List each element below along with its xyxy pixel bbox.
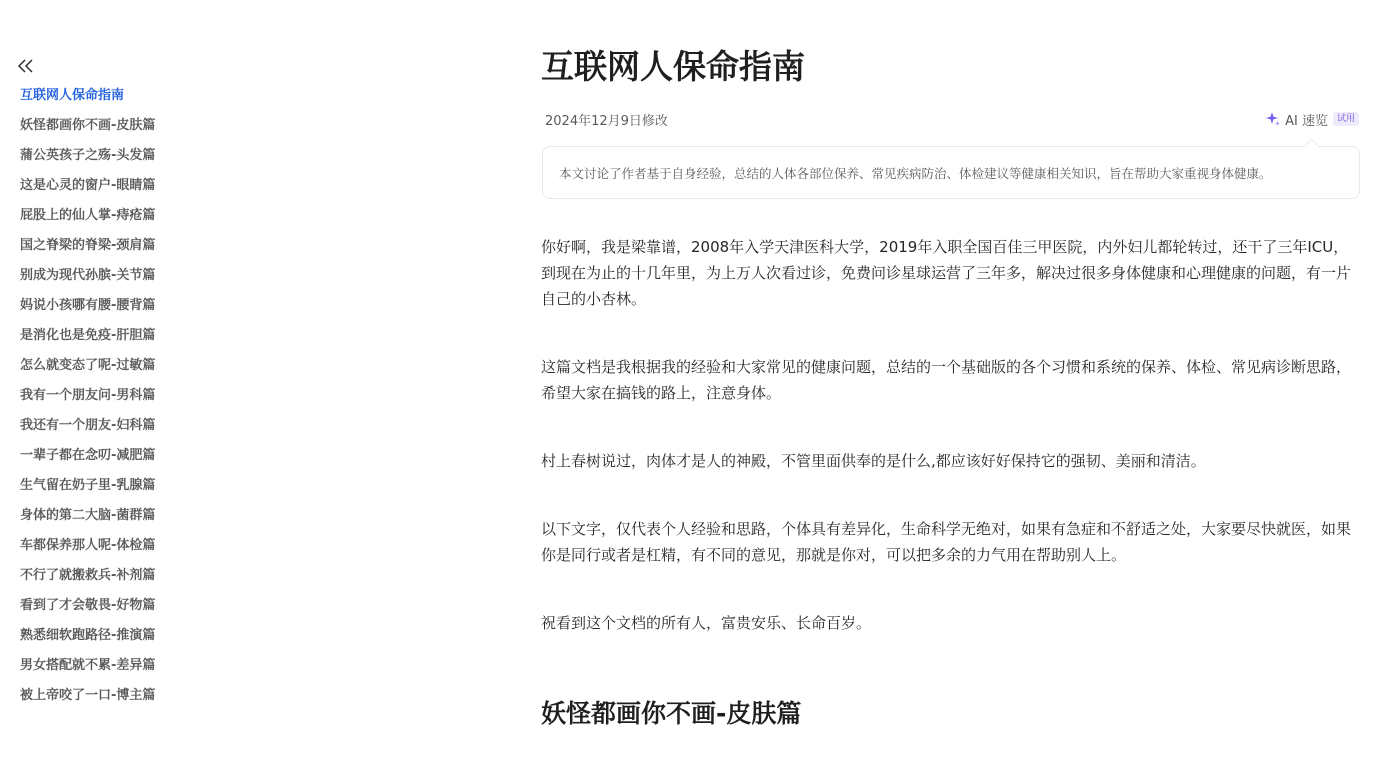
paragraph-quote: 村上春树说过，肉体才是人的神殿，不管里面供奉的是什么,都应该好好保持它的强韧、美丽和清洁。	[541, 452, 1206, 470]
ai-summary-card[interactable]	[542, 146, 1360, 199]
double-chevron-left-icon	[15, 55, 37, 77]
collapse-toc-button[interactable]	[15, 55, 37, 77]
toc-item-neck-shoulder[interactable]: 国之脊梁的脊梁-颈肩篇	[20, 238, 156, 253]
ai-summary-text: 本文讨论了作者基于自身经验，总结的人体各部位保养、常见疾病防治、体检建议等健康相关知识，旨在帮助大家重视身体健康。	[559, 165, 1272, 181]
toc-item-eyes[interactable]: 这是心灵的窗户-眼睛篇	[20, 178, 156, 193]
modified-date: 2024年12月9日修改	[545, 114, 668, 129]
paragraph-disclaimer: 以下文字，仅代表个人经验和思路，个体具有差异化，生命科学无绝对，如果有急症和不舒适之处，大家要尽快就医，如果你是同行或者是杠精，有不同的意见，那就是你对，可以把多余的力气用在帮助别人上。	[541, 520, 1352, 564]
toc-item-gear[interactable]: 看到了才会敬畏-好物篇	[20, 598, 156, 613]
page-title: 互联网人保命指南	[541, 47, 805, 86]
toc-item-back[interactable]: 妈说小孩哪有腰-腰背篇	[20, 298, 156, 313]
toc-item-allergy[interactable]: 怎么就变态了呢-过敏篇	[20, 358, 156, 373]
section-heading-skin: 妖怪都画你不画-皮肤篇	[541, 699, 802, 728]
ai-preview-button[interactable]	[1265, 108, 1359, 130]
summary-pointer	[1304, 139, 1320, 155]
table-of-contents	[0, 0, 260, 770]
toc-item-supplements[interactable]: 不行了就搬救兵-补剂篇	[20, 568, 156, 583]
toc-list	[20, 84, 155, 714]
toc-item-author[interactable]: 被上帝咬了一口-博主篇	[20, 688, 156, 703]
paragraph-blessing: 祝看到这个文档的所有人，富贵安乐、长命百岁。	[541, 614, 872, 632]
meta-row	[545, 108, 1359, 130]
toc-item-hemorrhoids[interactable]: 屁股上的仙人掌-痔疮篇	[20, 208, 156, 223]
ai-preview-label: AI 速览	[1285, 113, 1328, 129]
paragraph-purpose: 这篇文档是我根据我的经验和大家常见的健康问题，总结的一个基础版的各个习惯和系统的保养、体检、常见病诊断思路，希望大家在搞钱的路上，注意身体。	[541, 358, 1352, 402]
toc-item-checkup[interactable]: 车都保养那人呢-体检篇	[20, 538, 156, 553]
toc-item-weight-loss[interactable]: 一辈子都在念叨-减肥篇	[20, 448, 156, 463]
toc-item-breast[interactable]: 生气留在奶子里-乳腺篇	[20, 478, 156, 493]
toc-item-microbiome[interactable]: 身体的第二大脑-菌群篇	[20, 508, 156, 523]
toc-item-andrology[interactable]: 我有一个朋友问-男科篇	[20, 388, 156, 403]
toc-item-gynecology[interactable]: 我还有一个朋友-妇科篇	[20, 418, 156, 433]
toc-item-skin[interactable]: 妖怪都画你不画-皮肤篇	[20, 118, 156, 133]
paragraph-intro: 你好啊，我是梁靠谱，2008年入学天津医科大学，2019年入职全国百佳三甲医院，内外妇儿都轮转过，还干了三年ICU，到现在为止的十几年里，为上万人次看过诊，免费问诊星球运营了三年多，解决过很多身体健康和心理健康的问题，有一片自己的小杏林。	[541, 238, 1352, 308]
toc-item-differences[interactable]: 男女搭配就不累-差异篇	[20, 658, 156, 673]
toc-item-deduction[interactable]: 熟悉细软跑路径-推演篇	[20, 628, 156, 643]
toc-item-hair[interactable]: 蒲公英孩子之殇-头发篇	[20, 148, 156, 163]
sparkle-icon	[1265, 111, 1281, 127]
toc-item-intro[interactable]: 互联网人保命指南	[20, 88, 125, 103]
toc-item-liver[interactable]: 是消化也是免疫-肝胆篇	[20, 328, 156, 343]
trial-badge: 试用	[1333, 112, 1359, 126]
toc-item-joints[interactable]: 别成为现代孙膑-关节篇	[20, 268, 156, 283]
